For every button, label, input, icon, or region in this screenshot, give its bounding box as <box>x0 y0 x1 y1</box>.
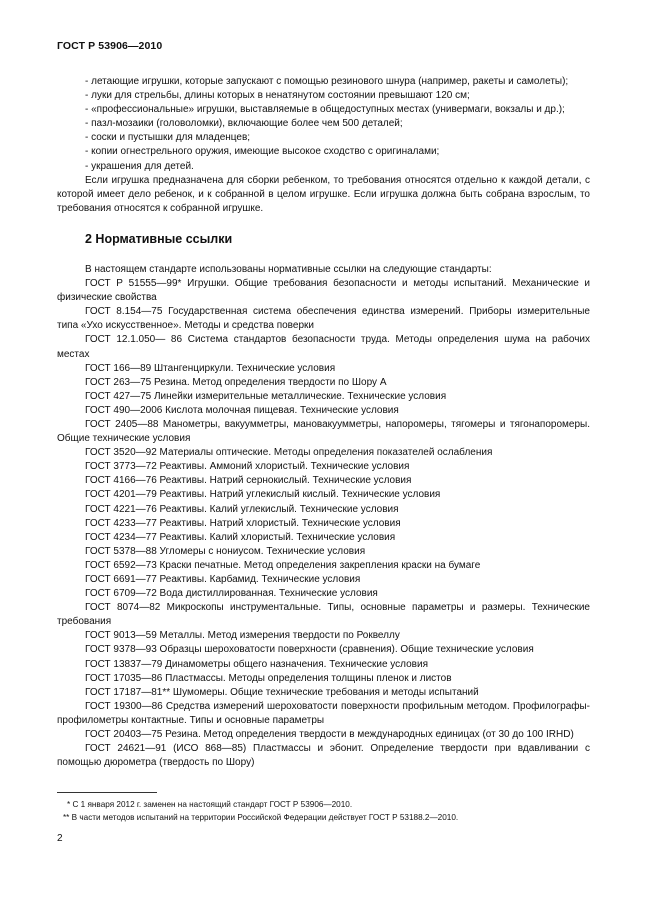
footnote: ** В части методов испытаний на территории Российской Федерации действует ГОСТ Р 53188.2—2010. <box>63 812 459 822</box>
list-item: - украшения для детей. <box>85 160 194 172</box>
reference-item: ГОСТ 20403—75 Резина. Метод определения твердости в международных единицах (от 30 до 100 IRHD) <box>85 729 574 741</box>
footnote: * С 1 января 2012 г. заменен на настоящий стандарт ГОСТ Р 53906—2010. <box>67 800 353 809</box>
reference-item: ГОСТ 3773—72 Реактивы. Аммоний хлористый. Технические условия <box>85 461 410 473</box>
reference-item: ГОСТ 4221—76 Реактивы. Калий углекислый. Технические условия <box>85 503 399 515</box>
reference-item: ГОСТ 3520—92 Материалы оптические. Методы определения показателей ослабления <box>85 447 493 459</box>
footnote-divider <box>57 792 157 793</box>
section-intro: В настоящем стандарте использованы нормативные ссылки на следующие стандарты: <box>85 263 492 275</box>
list-item: - луки для стрельбы, длины которых в ненатянутом состоянии превышают 120 см; <box>85 90 470 102</box>
page-number: 2 <box>57 833 63 844</box>
reference-item: ГОСТ 24621—91 (ИСО 868—85) Пластмассы и эбонит. Определение твердости при вдавливании с помощью дюрометра (твердость по Шору) <box>57 743 590 769</box>
reference-item: ГОСТ 12.1.050— 86 Система стандартов безопасности труда. Методы определения шума на рабочих местах <box>57 334 590 360</box>
reference-item: ГОСТ 6691—77 Реактивы. Карбамид. Технические условия <box>85 574 361 585</box>
reference-item: ГОСТ Р 51555—99* Игрушки. Общие требования безопасности и методы испытаний. Механические и физические свойства <box>57 278 590 304</box>
reference-item: ГОСТ 6709—72 Вода дистиллированная. Технические условия <box>85 588 378 600</box>
reference-item: ГОСТ 19300—86 Средства измерений шероховатости поверхности профильным методом. Профилографы-профилометры контактные. Типы и основные параметры <box>57 700 590 726</box>
list-item: - соски и пустышки для младенцев; <box>85 132 251 144</box>
reference-item: ГОСТ 4233—77 Реактивы. Натрий хлористый. Технические условия <box>85 517 401 529</box>
reference-item: ГОСТ 13837—79 Динамометры общего назначения. Технические условия <box>85 658 428 670</box>
reference-item: ГОСТ 4234—77 Реактивы. Калий хлористый. Технические условия <box>85 531 396 543</box>
page-body <box>57 75 590 770</box>
assembly-paragraph: Если игрушка предназначена для сборки ребенком, то требования относятся отдельно к каждой детали, с которой имеет дело ребенок, и к собранной в целом игрушке. Если игрушка должна быть собрана взрослым, то требования относятся к собранной игрушке. <box>57 174 590 214</box>
footnotes <box>57 799 590 824</box>
reference-item: ГОСТ 263—75 Резина. Метод определения твердости по Шору А <box>85 376 387 388</box>
reference-item: ГОСТ 427—75 Линейки измерительные металлические. Технические условия <box>85 390 447 402</box>
list-item: - копии огнестрельного оружия, имеющие высокое сходство с оригиналами; <box>85 146 440 158</box>
reference-item: ГОСТ 17035—86 Пластмассы. Методы определения толщины пленок и листов <box>85 672 452 684</box>
reference-item: ГОСТ 4201—79 Реактивы. Натрий углекислый кислый. Технические условия <box>85 489 441 501</box>
reference-item: ГОСТ 166—89 Штангенциркули. Технические условия <box>85 362 336 374</box>
list-item: - «профессиональные» игрушки, выставляемые в общедоступных местах (универмаги, вокзалы и др.); <box>85 104 565 116</box>
section-heading: 2 Нормативные ссылки <box>85 231 233 246</box>
list-item: - летающие игрушки, которые запускают с помощью резинового шнура (например, ракеты и самолеты); <box>85 76 569 87</box>
reference-item: ГОСТ 5378—88 Угломеры с нониусом. Технические условия <box>85 545 366 557</box>
reference-item: ГОСТ 6592—73 Краски печатные. Метод определения закрепления краски на бумаге <box>85 559 481 571</box>
document-header: ГОСТ Р 53906—2010 <box>57 40 163 52</box>
reference-item: ГОСТ 4166—76 Реактивы. Натрий сернокислый. Технические условия <box>85 475 412 487</box>
reference-item: ГОСТ 9378—93 Образцы шероховатости поверхности (сравнения). Общие технические условия <box>85 644 534 656</box>
reference-item: ГОСТ 17187—81** Шумомеры. Общие технические требования и методы испытаний <box>85 686 479 698</box>
reference-item: ГОСТ 490—2006 Кислота молочная пищевая. Технические условия <box>85 404 399 416</box>
reference-item: ГОСТ 9013—59 Металлы. Метод измерения твердости по Роквеллу <box>85 630 400 642</box>
reference-item: ГОСТ 8074—82 Микроскопы инструментальные. Типы, основные параметры и размеры. Технические требования <box>57 602 590 628</box>
list-item: - пазл-мозаики (головоломки), включающие более чем 500 деталей; <box>85 118 403 130</box>
reference-item: ГОСТ 8.154—75 Государственная система обеспечения единства измерений. Приборы измерительные типа «Ухо искусственное». Методы и средства поверки <box>57 306 590 332</box>
reference-item: ГОСТ 2405—88 Манометры, вакуумметры, мановакуумметры, напоромеры, тягомеры и тягонапоромеры. Общие технические условия <box>57 418 590 445</box>
